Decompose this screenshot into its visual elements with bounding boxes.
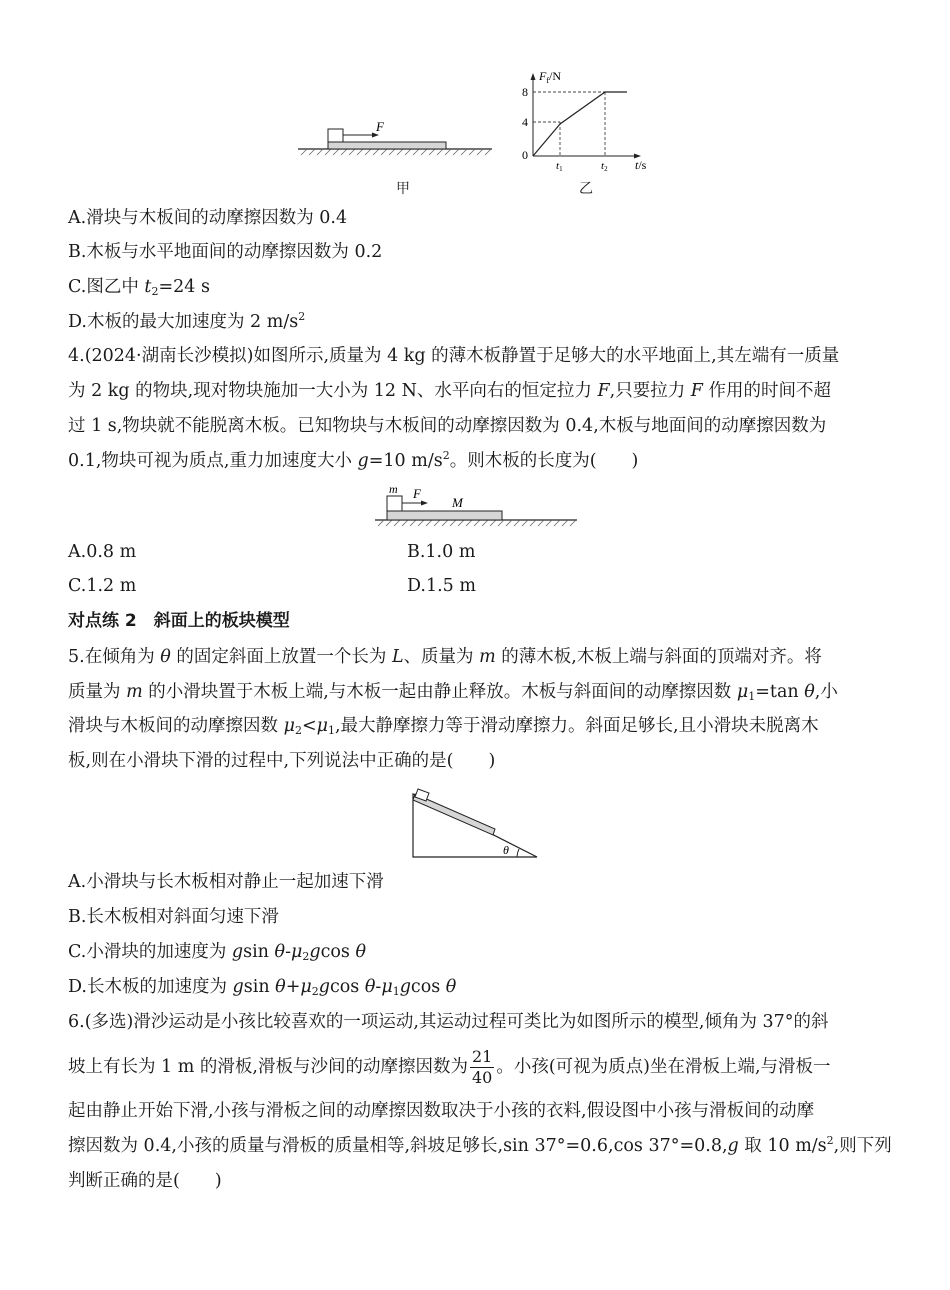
figure-q4 xyxy=(372,480,582,532)
q4-stem-line1: 4.(2024·湖南长沙模拟)如图所示,质量为 4 kg 的薄木板静置于足够大的水平地面上,其左端有一质量 xyxy=(68,346,840,366)
q3-option-d: D.木板的最大加速度为 2 $m/s^2$ xyxy=(68,310,306,332)
F-label: F xyxy=(413,486,421,501)
q4-option-b: B.1.0 m xyxy=(407,542,476,562)
q5-option-c: C.小滑块的加速度为 gsin $\theta-\mu_2gcos$ θ xyxy=(68,942,367,963)
force-label: F xyxy=(376,119,384,134)
figure-yi-graph xyxy=(515,68,660,173)
q5-stem-line2: 质量为 m 的小滑块置于木板上端,与木板一起由静止释放。木板与斜面间的动摩擦因数 $\mu_1=\tan$ θ,小 xyxy=(68,682,838,703)
q3-option-b: B.木板与水平地面间的动摩擦因数为 0.2 xyxy=(68,242,383,262)
theta-label: θ xyxy=(503,843,509,857)
q4-stem-line3: 过 1 s,物块就不能脱离木板。已知物块与木板间的动摩擦因数为 0.4,木板与地面间的动摩擦因数为 xyxy=(68,416,827,436)
q5-stem-line3: 滑块与木板间的动摩擦因数 $\mu_2<\mu_1$,最大静摩擦力等于滑动摩擦力。斜面足够长,且小滑块未脱离木 xyxy=(68,716,819,737)
fraction: $\frac{21}{40}$ xyxy=(471,1047,493,1087)
friction-series-line xyxy=(533,92,627,156)
x-tick-t2: t2 xyxy=(601,160,608,173)
q6-stem-line5: 判断正确的是( ) xyxy=(68,1171,222,1191)
q5-option-a: A.小滑块与长木板相对静止一起加速下滑 xyxy=(68,872,384,892)
q3-option-c: C.图乙中 $t_2=24$ s xyxy=(68,277,210,298)
q6-stem-line3: 起由静止开始下滑,小孩与滑板之间的动摩擦因数取决于小孩的衣料,假设图中小孩与滑板间的动摩 xyxy=(68,1101,815,1121)
caption-jia: 甲 xyxy=(396,181,410,197)
block xyxy=(328,129,343,142)
board xyxy=(328,142,446,149)
caption-yi: 乙 xyxy=(579,181,593,197)
q4-stem-line2: 为 2 kg 的物块,现对物块施加一大小为 12 N、水平向右的恒定拉力 F,只要拉力 F 作用的时间不超 xyxy=(68,381,831,401)
x-axis-label: t/s xyxy=(635,158,647,172)
q4-option-c: C.1.2 m xyxy=(68,576,137,596)
q4-stem-line4: 0.1,物块可视为质点,重力加速度大小 g=10 $m/s^2$。则木板的长度为( ) xyxy=(68,449,639,471)
M-label: M xyxy=(452,495,463,510)
y-tick-8: 8 xyxy=(522,85,528,99)
q5-stem-line1: 5.在倾角为 θ 的固定斜面上放置一个长为 L、质量为 m 的薄木板,木板上端与斜面的顶端对齐。将 xyxy=(68,647,822,667)
q4-option-a: A.0.8 m xyxy=(68,542,137,562)
q6-stem-line1: 6.(多选)滑沙运动是小孩比较喜欢的一项运动,其运动过程可类比为如图所示的模型,倾角为 37°的斜 xyxy=(68,1012,829,1032)
q6-stem-line2: 坡上有长为 1 m 的滑板,滑板与沙间的动摩擦因数为 $\frac{21}{40}$ 。小孩(可视为质点)坐在滑板上端,与滑板一 xyxy=(68,1047,831,1087)
origin-label: 0 xyxy=(522,148,528,162)
y-axis-label: $F_f/N$ xyxy=(539,69,562,85)
section-heading: 对点练 2 斜面上的板块模型 xyxy=(68,611,290,631)
m-label: m xyxy=(389,482,398,496)
board-M xyxy=(387,511,502,520)
q5-stem-line4: 板,则在小滑块下滑的过程中,下列说法中正确的是( ) xyxy=(68,751,496,771)
q3-option-a: A.滑块与木板间的动摩擦因数为 0.4 xyxy=(68,208,348,228)
q5-option-d: D.长木板的加速度为 gsin $\theta+\mu_2gcos$ $\theta-\mu_1gcos$ θ xyxy=(68,977,457,998)
q6-stem-line4: 擦因数为 0.4,小孩的质量与滑板的质量相等,斜坡足够长,sin 37°=0.6,cos 37°=0.8,g 取 10 $m/s^2$,则下列 xyxy=(68,1134,892,1156)
y-tick-4: 4 xyxy=(522,115,528,129)
figure-jia xyxy=(295,118,495,160)
figure-q5-incline xyxy=(405,782,545,862)
block-m xyxy=(387,496,402,511)
q4-option-d: D.1.5 m xyxy=(407,576,476,596)
x-tick-t1: t1 xyxy=(556,160,563,173)
q5-option-b: B.长木板相对斜面匀速下滑 xyxy=(68,907,279,927)
